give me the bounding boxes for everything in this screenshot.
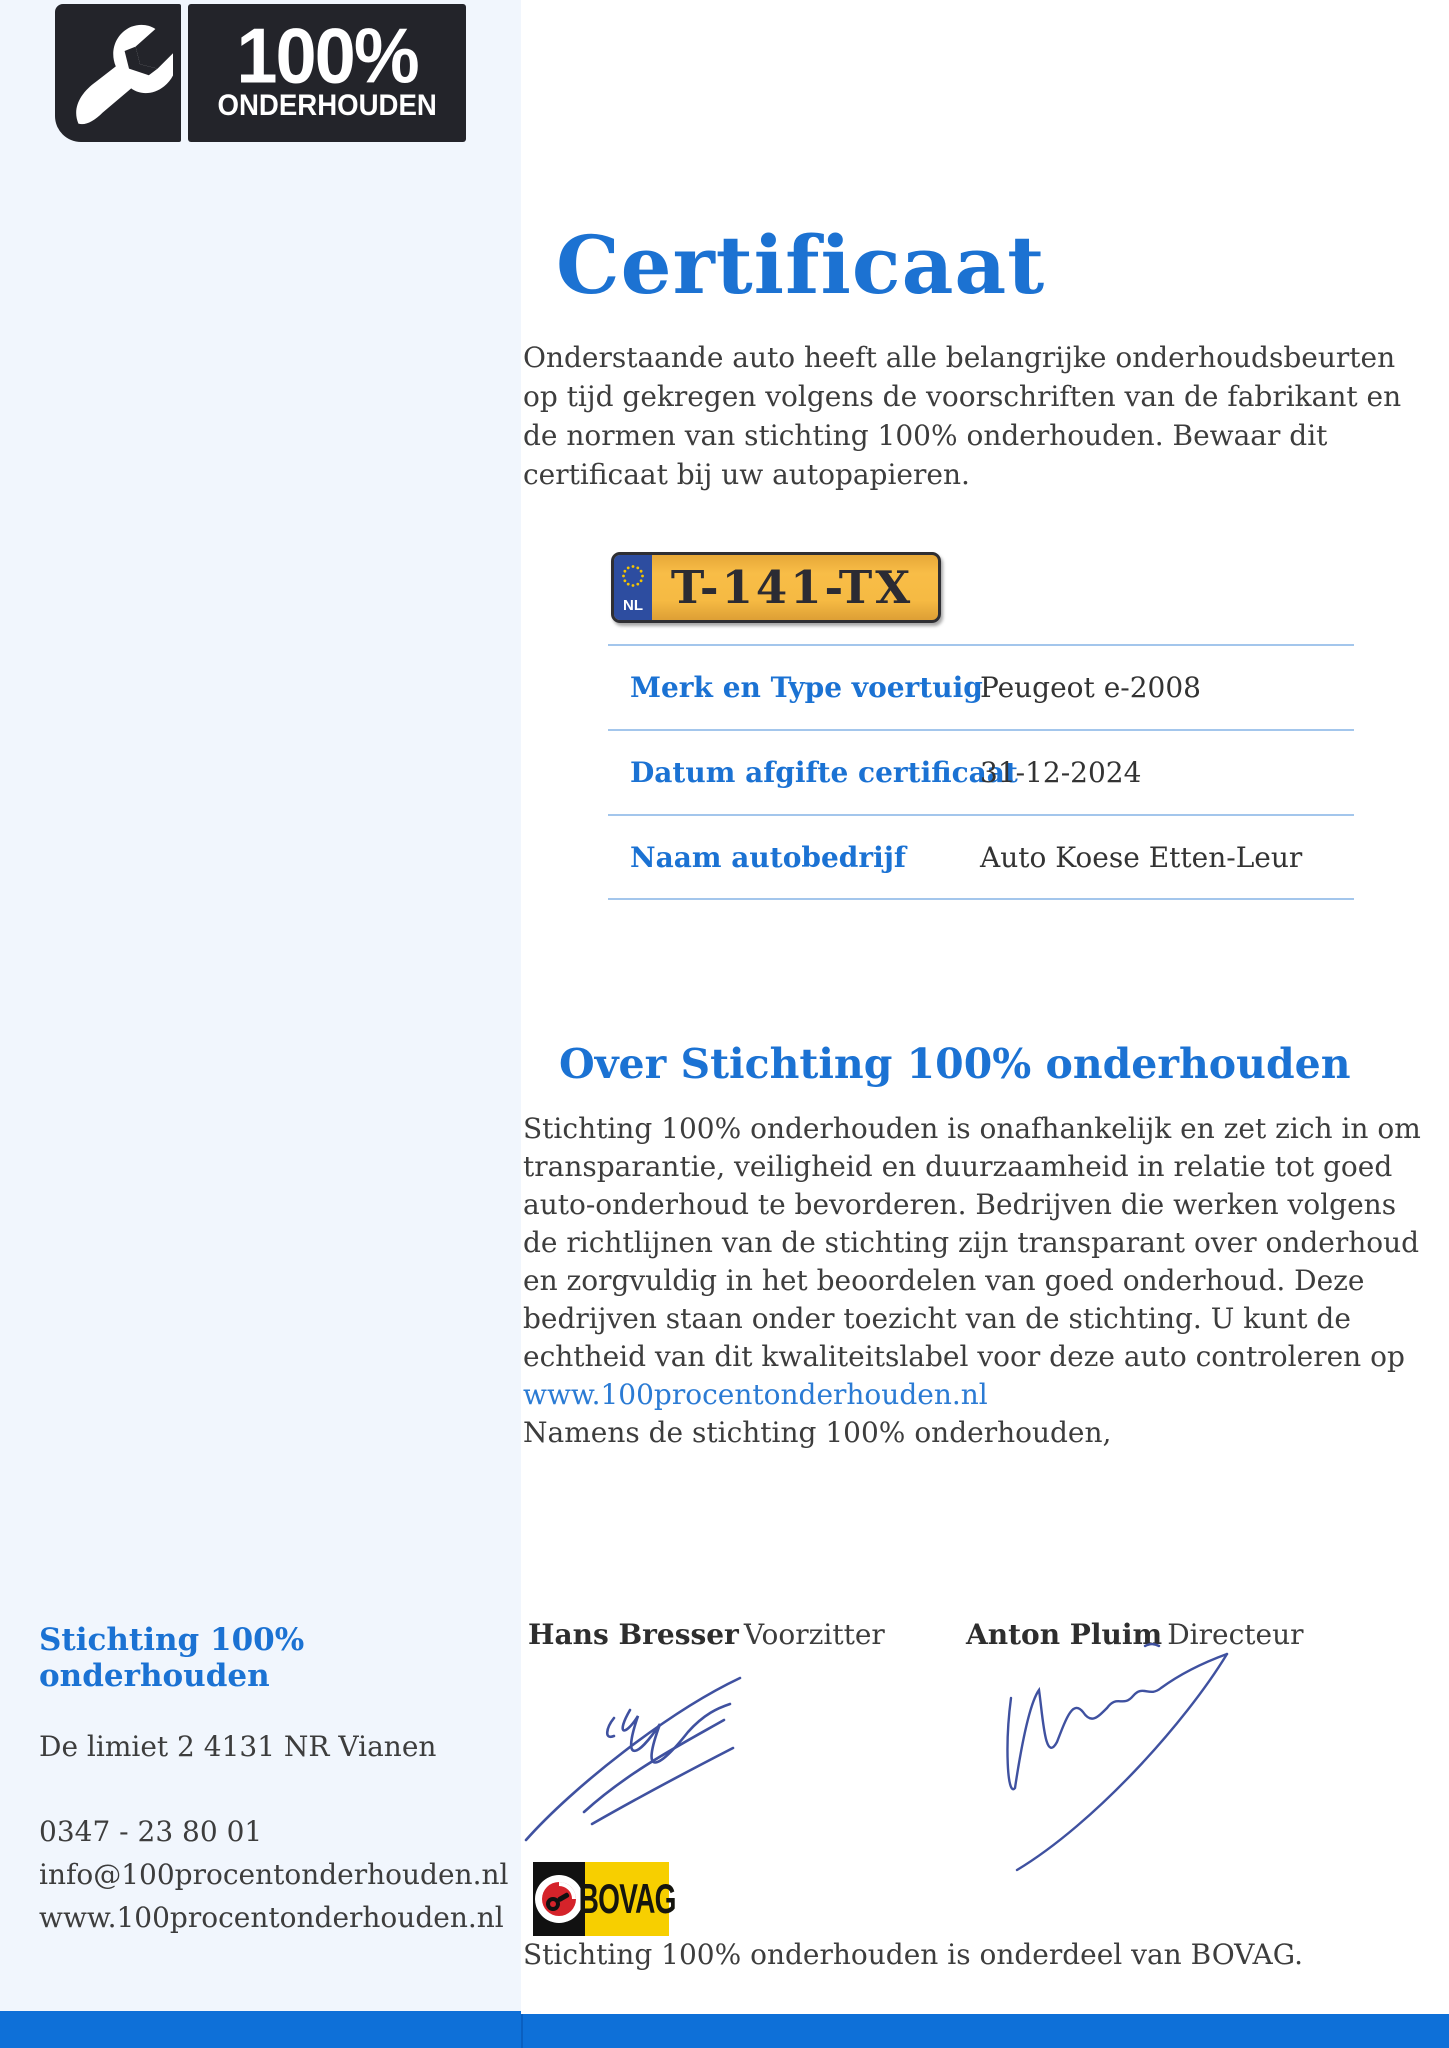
field-label-autobedrijf: Naam autobedrijf: [630, 840, 906, 874]
logo-100-label: 100%: [236, 11, 418, 100]
contact-address: De limiet 2 4131 NR Vianen: [39, 1730, 437, 1763]
contact-phone: 0347 - 23 80 01: [39, 1815, 263, 1848]
signer-role-voorzitter: Voorzitter: [743, 1618, 885, 1651]
signer-name-voorzitter: Hans Bresser: [528, 1618, 739, 1651]
footer-bar-left: [0, 2011, 521, 2048]
eu-band: [614, 555, 652, 620]
signature-caption-voorzitter: [528, 1618, 885, 1651]
about-closing-text: Namens de stichting 100% onderhouden,: [523, 1416, 1112, 1449]
logo-onderhouden-label: ONDERHOUDEN: [217, 89, 437, 122]
field-value-merk: Peugeot e-2008: [980, 671, 1201, 704]
signer-name-directeur: Anton Pluim: [966, 1618, 1163, 1651]
signature-hans-bresser: [518, 1652, 783, 1847]
about-body-text: Stichting 100% onderhouden is onafhankelijk en zet zich in om transparantie, veiligheid en duurzaamheid in relatie tot goed auto-onderhoud te bevorderen. Bedrijven die werken volgens de richtlijnen van de stichting zijn transparant over onderhoud en zorgvuldig in het beoordelen van goed onderhoud. Deze bedrijven staan onder toezicht van de stichting. U kunt de echtheid van dit kwaliteitslabel voor deze auto controleren op: [523, 1112, 1421, 1373]
certificate-intro-text: Onderstaande auto heeft alle belangrijke onderhoudsbeurten op tijd gekregen volgens de voorschriften van de fabrikant en de normen van stichting 100% onderhouden. Bewaar dit certificaat bij uw autopapieren.: [523, 341, 1402, 491]
certificate-detail-table: [608, 644, 1354, 900]
field-label-merk: Merk en Type voertuig: [630, 671, 983, 704]
bovag-note-text: Stichting 100% onderhouden is onderdeel van BOVAG.: [523, 1938, 1303, 1971]
field-value-autobedrijf: Auto Koese Etten-Leur: [980, 840, 1303, 874]
plate-country-label: NL: [623, 597, 643, 614]
eu-stars-icon: [620, 563, 646, 589]
about-section-body: [523, 1110, 1439, 1452]
bovag-wordmark: [578, 1862, 676, 1936]
field-value-datum: 31-12-2024: [980, 756, 1142, 789]
footer-bar-right: [521, 2014, 1449, 2048]
bovag-mark-icon: [533, 1862, 585, 1936]
brand-logo: [55, 4, 466, 142]
contact-block: [39, 1622, 509, 1934]
table-row: [608, 644, 1354, 729]
bovag-logo: [533, 1862, 676, 1936]
field-label-datum: Datum afgifte certificaat: [630, 756, 1018, 789]
table-row: [608, 814, 1354, 900]
signature-anton-pluim: [955, 1638, 1255, 1878]
about-section-heading: Over Stichting 100% onderhouden: [559, 1040, 1351, 1088]
website-link[interactable]: www.100procentonderhouden.nl: [523, 1378, 988, 1411]
contact-website: www.100procentonderhouden.nl: [39, 1901, 504, 1934]
license-plate: [611, 552, 941, 623]
bovag-word-label: BOVAG: [578, 1874, 676, 1922]
signer-role-directeur: Directeur: [1167, 1618, 1304, 1651]
page-title: Certificaat: [556, 218, 1046, 312]
brand-logo-text: [188, 4, 466, 142]
contact-email: info@100procentonderhouden.nl: [39, 1858, 509, 1891]
wrench-icon: [55, 4, 181, 142]
plate-number: T-141-TX: [670, 561, 914, 614]
table-row: [608, 729, 1354, 814]
contact-org-name: Stichting 100% onderhouden: [39, 1622, 305, 1694]
